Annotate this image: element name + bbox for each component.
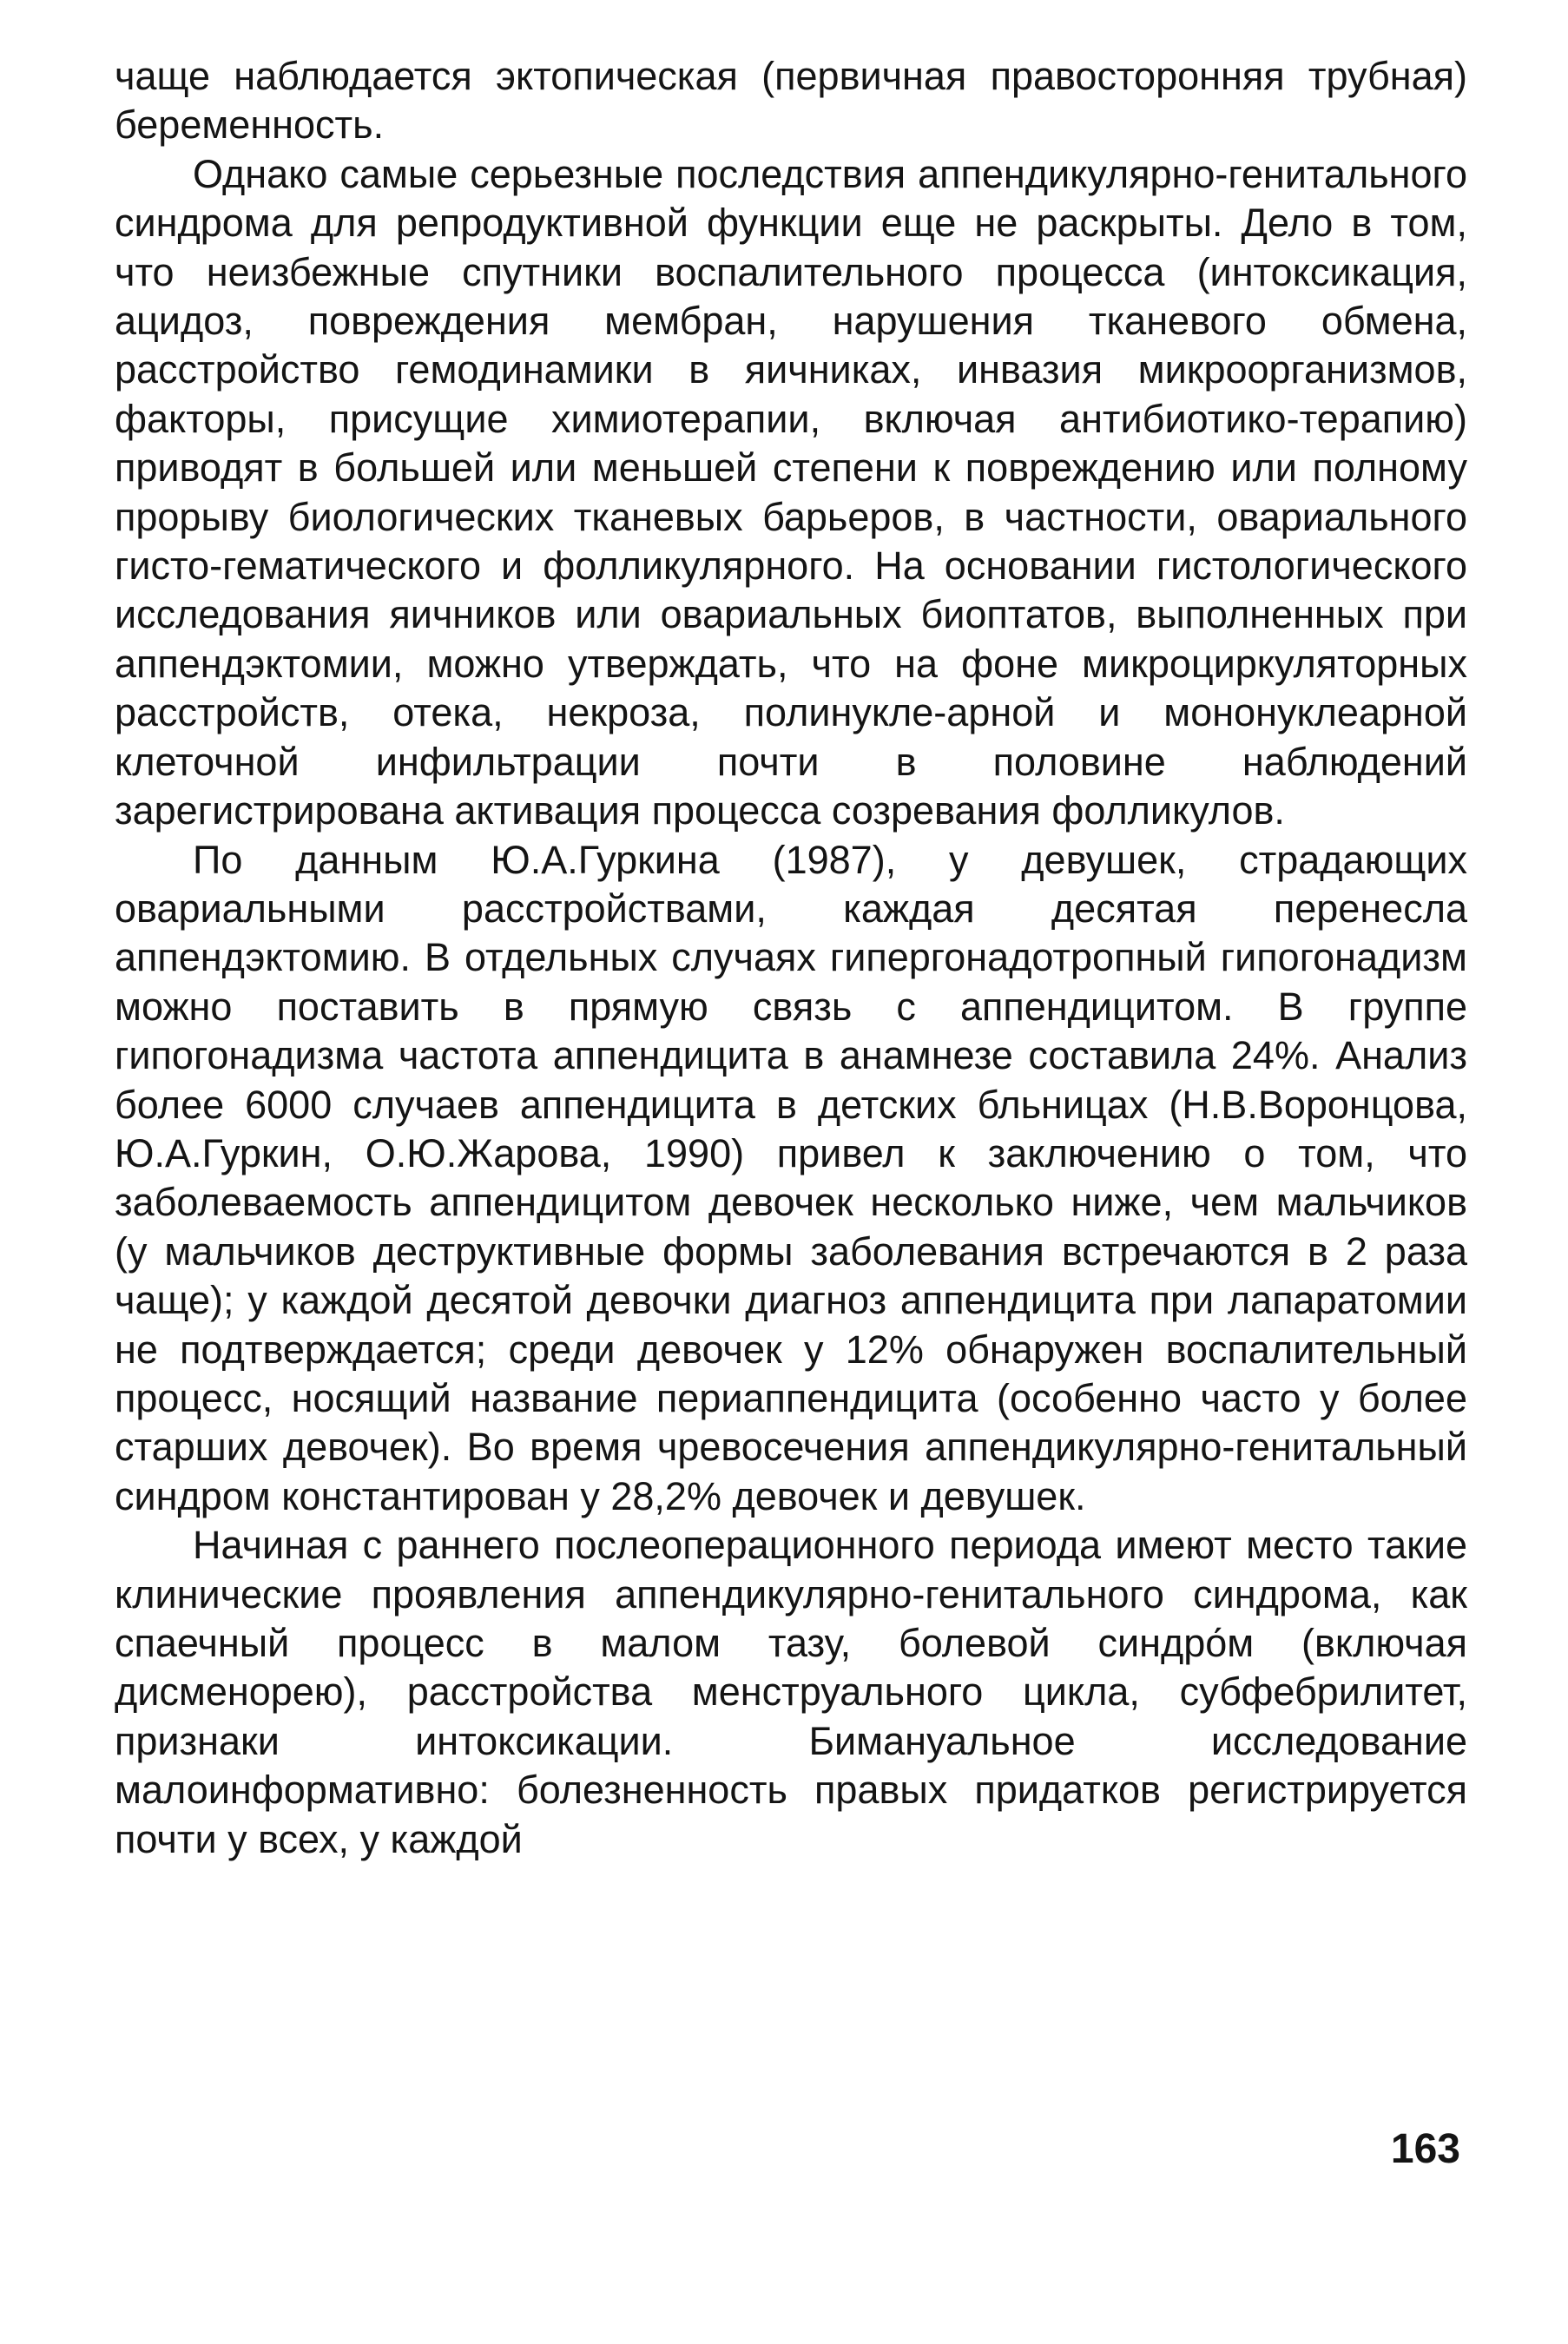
paragraph-statistics: По данным Ю.А.Гуркина (1987), у девушек, страдающих овариальными расстройствами, каждая десятая перенесла аппендэктомию. В отдельных случаях гипергонадотропный гипогонадизм можно поставить в прямую связь с аппендицитом. В группе гипогонадизма частота аппендицита в анамнезе составила 24%. Анализ более 6000 случаев аппендицита в детских бльницах (Н.В.Воронцова, Ю.А.Гуркин, О.Ю.Жарова, 1990) привел к заключению о том, что заболеваемость аппендицитом девочек несколько ниже, чем мальчиков (у мальчиков деструктивные формы заболевания встречаются в 2 раза чаще); у каждой десятой девочки диагноз аппендицита при лапаратомии не подтверждается; среди девочек у 12% обнаружен воспалительный процесс, носящий название периаппендицита (особенно часто у более старших девочек). Во время чревосечения аппендикулярно-генитальный синдром константирован у 28,2% девочек и девушек. [115,837,1467,1518]
paragraph-continuation: чаще наблюдается эктопическая (первичная правосторонняя трубная) беременность. [115,54,1467,148]
paragraph-clinical-manifestations: Начиная с раннего послеоперационного периода имеют место такие клинические проявления аппендикулярно-генитального синдрома, как спаечный процесс в малом тазу, болевой синдро́м (включая дисменорею), расстройства менструального цикла, субфебрилитет, признаки интоксикации. Бимануальное исследование малоинформативно: болезненность правых придатков регистрируется почти у всех, у каждой [115,1523,1467,1861]
paragraph-consequences: Однако самые серьезные последствия аппендикулярно-генитального синдрома для репродуктивной функции еще не раскрыты. Дело в том, что неизбежные спутники воспалительного процесса (интоксикация, ацидоз, повреждения мембран, нарушения тканевого обмена, расстройство гемодинамики в яичниках, инвазия микроорганизмов, факторы, присущие химиотерапии, включая антибиотико-терапию) приводят в большей или меньшей степени к повреждению или полному прорыву биологических тканевых барьеров, в частности, овариального гисто-гематического и фолликулярного. На основании гистологического исследования яичников или овариальных биоптатов, выполненных при аппендэктомии, можно утверждать, что на фоне микроциркуляторных расстройств, отека, некроза, полинукле-арной и мононуклеарной клеточной инфильтрации почти в половине наблюдений зарегистрирована активация процесса созревания фолликулов. [115,151,1467,833]
body-text [115,52,1467,1864]
page-number: 163 [1390,2126,1460,2172]
